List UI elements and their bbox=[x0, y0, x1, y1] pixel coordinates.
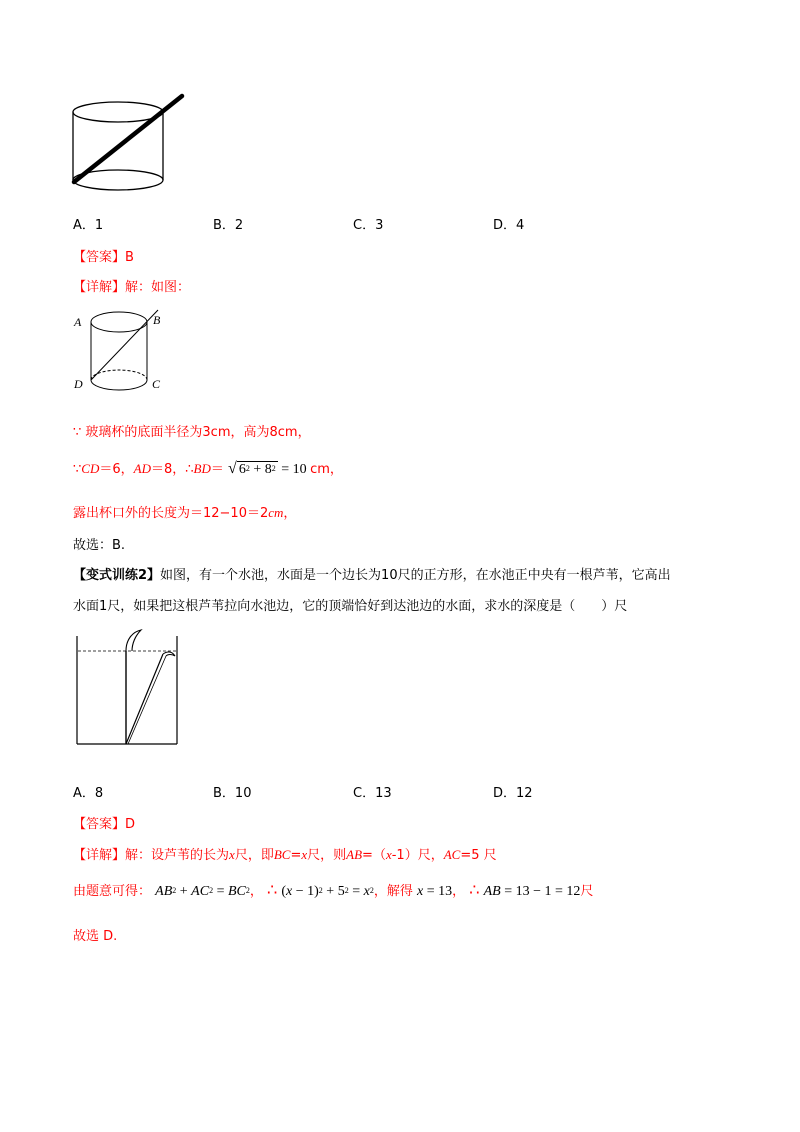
q1-option-c[interactable]: C．3 bbox=[353, 218, 384, 233]
detail-label: 【详解】 bbox=[73, 280, 126, 295]
q1-option-d[interactable]: D．4 bbox=[493, 218, 525, 233]
q1-line3: 露出杯口外的长度为＝12−10＝2cm， bbox=[73, 505, 297, 521]
q1-option-a[interactable]: A．1 bbox=[73, 218, 104, 233]
substituted-equation: $(x - 1)^2 + 5^2 = x^2$ bbox=[281, 884, 374, 899]
q2-text-line2: 水面1尺，如果把这根芦苇拉向水池边，它的顶端恰好到达池边的水面，求水的深度是（ ）尺 bbox=[73, 599, 628, 614]
q2-option-b[interactable]: B．10 bbox=[213, 786, 252, 801]
q1-conclusion: 故选：B. bbox=[73, 538, 126, 553]
q2-answer: 【答案】D bbox=[73, 817, 136, 832]
segment-cd: CD bbox=[81, 461, 100, 476]
label-d: D bbox=[74, 377, 83, 391]
q2-options bbox=[0, 782, 800, 802]
q2-text-line1: 【变式训练2】如图，有一个水池，水面是一个边长为10尺的正方形，在水池正中央有一根芦苇，它高出 bbox=[73, 568, 671, 583]
q1-line2: ∵CD＝6，AD＝8，∴BD＝ √ $6^2 + 8^2 = 10$ cm， bbox=[73, 460, 343, 477]
answer-label: 【答案】 bbox=[73, 250, 126, 265]
q2-option-d[interactable]: D．12 bbox=[493, 786, 533, 801]
solution-x: x = 13 bbox=[416, 884, 453, 899]
segment-ad: AD bbox=[133, 461, 151, 476]
q2-conclusion: 故选 D. bbox=[73, 929, 118, 944]
detail-intro: 解：如图： bbox=[125, 280, 191, 295]
sqrt-expression: √ $6^2 + 8^2 = 10$ bbox=[228, 460, 307, 477]
label-c: C bbox=[152, 377, 161, 391]
q2-option-a[interactable]: A．8 bbox=[73, 786, 104, 801]
q1-option-b[interactable]: B．2 bbox=[213, 218, 244, 233]
label-b: B bbox=[153, 313, 161, 327]
q2-title-label: 【变式训练2】 bbox=[73, 568, 161, 583]
label-a: A bbox=[74, 315, 82, 329]
q2-detail: 【详解】解：设芦苇的长为x尺，即BC=x尺，则AB=（x-1）尺，AC=5 尺 bbox=[73, 847, 497, 863]
solution-ab: AB = 13 − 1 = 12 bbox=[483, 884, 581, 899]
q1-line1: ∵ 玻璃杯的底面半径为3cm，高为8cm， bbox=[73, 425, 311, 440]
segment-bd: BD bbox=[193, 461, 211, 476]
q2-option-c[interactable]: C．13 bbox=[353, 786, 392, 801]
answer-value: B bbox=[125, 250, 134, 265]
pythagoras-equation: $AB^2 + AC^2 = BC^2$ bbox=[155, 884, 250, 899]
q2-equation-line: 由题意可得： $AB^2 + AC^2 = BC^2$， ∴ $(x - 1)^2 + 5^2 = x^2$，解得 x = 13， ∴ AB = 13 − 1 = 12尺 bbox=[73, 880, 594, 899]
